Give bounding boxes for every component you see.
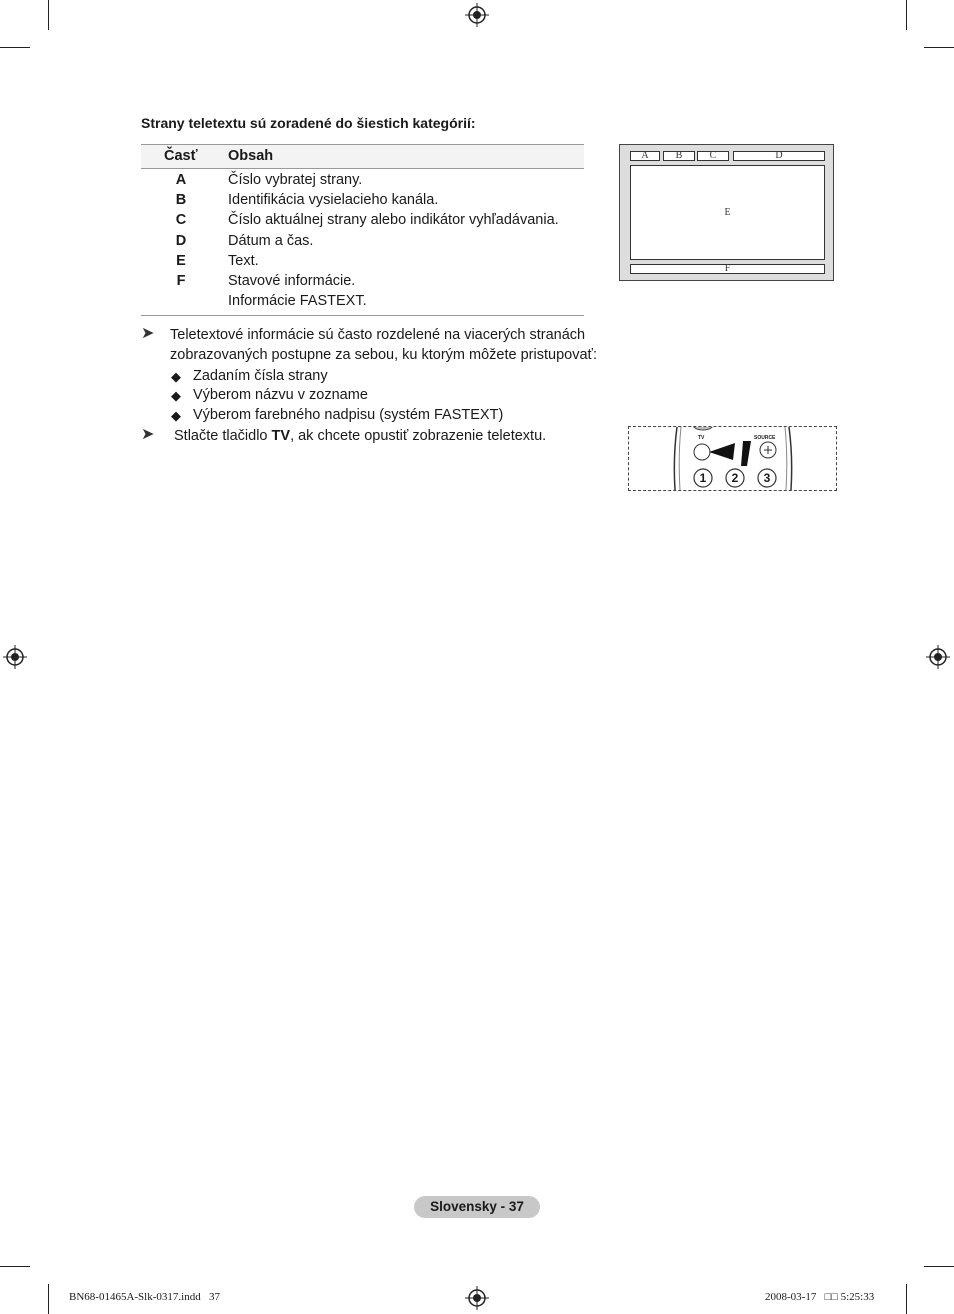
crop-mark <box>0 1266 30 1267</box>
note-text-part: Stlačte tlačidlo <box>174 428 272 444</box>
diagram-region-f: F <box>630 264 825 274</box>
note-text <box>174 428 546 444</box>
crop-mark <box>924 1266 954 1267</box>
row-value: Stavové informácie. <box>228 272 356 289</box>
row-value: Dátum a čas. <box>228 232 314 249</box>
list-item: Výberom farebného nadpisu (systém FASTEXT) <box>193 407 504 423</box>
list-item: Zadaním čísla strany <box>193 368 328 384</box>
row-value: Číslo aktuálnej strany alebo indikátor vyhľadávania. <box>228 212 559 229</box>
registration-mark-icon <box>465 3 489 27</box>
registration-mark-icon <box>926 645 950 669</box>
list-item: Výberom názvu v zozname <box>193 387 368 403</box>
table-row <box>141 191 584 211</box>
column-header-part: Časť <box>164 148 198 164</box>
table-row <box>141 211 584 231</box>
section-heading: Strany teletextu sú zoradené do šiestich kategórií: <box>141 115 476 131</box>
row-value: Text. <box>228 252 259 269</box>
remote-source-label: SOURCE <box>754 435 776 441</box>
remote-key-3: 3 <box>763 471 771 485</box>
diagram-region-a: A <box>630 151 660 161</box>
note-text: zobrazovaných postupne za sebou, ku ktorým môžete pristupovať: <box>170 347 597 363</box>
row-value: Identifikácia vysielacieho kanála. <box>228 192 439 209</box>
diamond-bullet-icon: ◆ <box>171 388 181 403</box>
category-table <box>141 144 584 316</box>
note-arrow-icon: ➤ <box>141 325 155 342</box>
tv-button-name: TV <box>271 428 291 444</box>
page-number-badge: Slovensky - 37 <box>414 1196 540 1218</box>
row-value: Informácie FASTEXT. <box>228 293 367 310</box>
registration-mark-icon <box>3 645 27 669</box>
diagram-region-e: E <box>630 165 825 260</box>
crop-mark <box>924 47 954 48</box>
row-key: B <box>175 192 187 209</box>
teletext-layout-diagram <box>619 144 834 281</box>
diagram-region-c: C <box>697 151 729 161</box>
note-text-part: , ak chcete opustiť zobrazenie teletextu. <box>290 428 547 444</box>
diagram-region-d: D <box>733 151 825 161</box>
crop-mark <box>48 1284 49 1314</box>
diagram-region-b: B <box>663 151 695 161</box>
table-row <box>141 232 584 252</box>
row-value: Číslo vybratej strany. <box>228 172 363 188</box>
table-row <box>141 252 584 272</box>
note-arrow-icon: ➤ <box>141 426 155 443</box>
diamond-bullet-icon: ◆ <box>171 369 181 384</box>
note-text: Teletextové informácie sú často rozdelené na viacerých stranách <box>170 327 586 343</box>
table-row <box>141 272 584 292</box>
column-header-content: Obsah <box>228 148 274 164</box>
diamond-bullet-icon: ◆ <box>171 408 181 423</box>
date-slug: 2008-03-17 □□ 5:25:33 <box>765 1291 875 1303</box>
remote-key-2: 2 <box>731 471 739 485</box>
crop-mark <box>0 47 30 48</box>
remote-key-1: 1 <box>699 471 707 485</box>
remote-control-illustration <box>628 426 837 491</box>
row-key: C <box>175 212 187 229</box>
crop-mark <box>906 1284 907 1314</box>
remote-tv-label: TV <box>698 435 705 441</box>
file-slug: BN68-01465A-Slk-0317.indd 37 <box>69 1291 220 1303</box>
row-key: E <box>176 252 186 269</box>
row-key: D <box>175 232 187 249</box>
crop-mark <box>48 0 49 30</box>
registration-mark-icon <box>465 1286 489 1310</box>
table-header <box>141 145 584 169</box>
table-row <box>141 292 584 312</box>
row-key: A <box>175 172 187 188</box>
table-row <box>141 171 584 191</box>
row-key: F <box>176 272 186 289</box>
crop-mark <box>906 0 907 30</box>
